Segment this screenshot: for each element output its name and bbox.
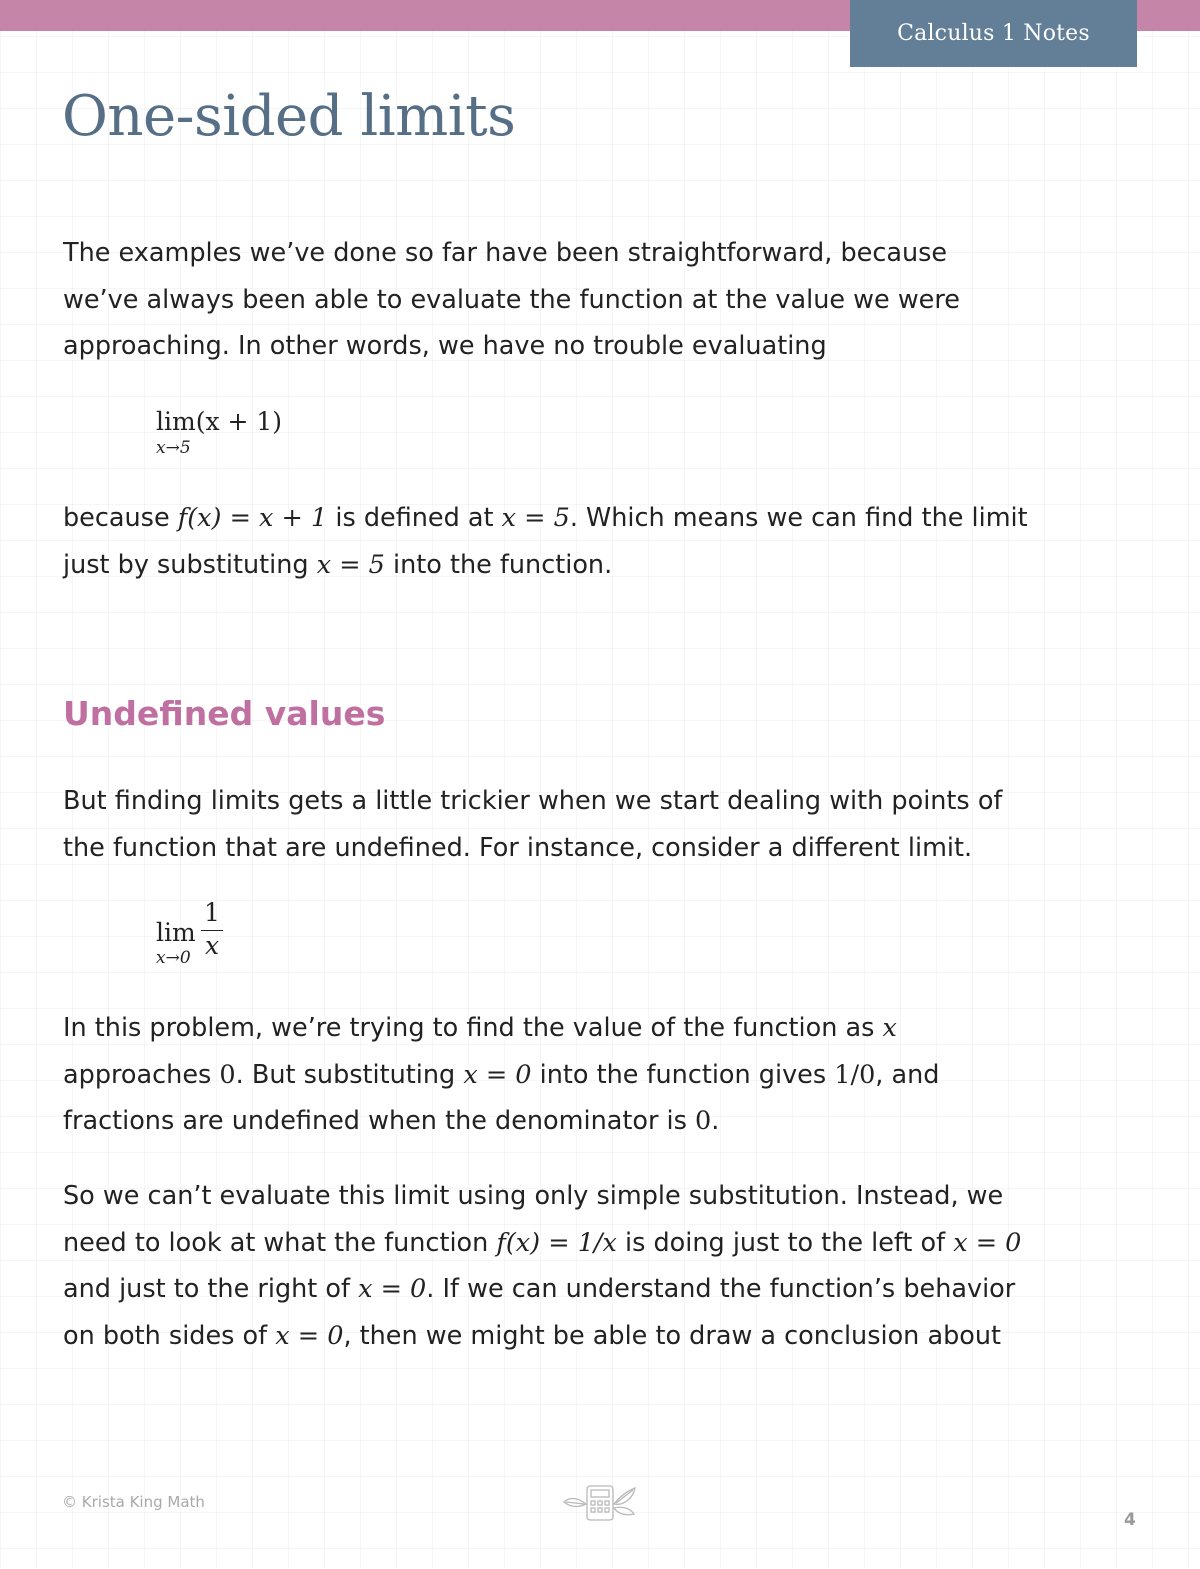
text-run: into the function gives <box>531 1059 835 1090</box>
math-inline: x = 0 <box>275 1321 344 1352</box>
limit-2-subscript: x→0 <box>156 948 191 968</box>
text-run: In this problem, we’re trying to find the value of the function as <box>63 1013 883 1043</box>
notes-header-label: Calculus 1 Notes <box>897 21 1090 46</box>
copyright-text: © Krista King Math <box>62 1493 205 1511</box>
text-run: , and <box>875 1059 940 1090</box>
fraction-denominator: x <box>204 931 220 960</box>
text-run: is doing just to the left of <box>616 1227 954 1258</box>
math-inline: x = 0 <box>358 1274 427 1305</box>
page-number: 4 <box>1124 1510 1136 1530</box>
math-inline: f(x) = x + 1 <box>177 503 328 533</box>
fraction <box>201 900 223 959</box>
text-run: So we can’t evaluate this limit using only simple substitution. Instead, we <box>63 1181 1004 1211</box>
intro-paragraph <box>63 230 1143 370</box>
math-inline: x = 0 <box>463 1059 532 1090</box>
text-run: just by substituting <box>63 549 317 580</box>
notes-header-tab <box>850 0 1137 67</box>
problem-paragraph <box>63 1005 1143 1145</box>
one-sided-paragraph <box>63 1173 1163 1360</box>
section-heading: Undefined values <box>63 694 386 733</box>
limit-2-word: lim <box>156 918 196 947</box>
text-run: the function that are undefined. For instance, consider a different limit. <box>63 832 973 863</box>
math-inline: x = 5 <box>501 503 570 533</box>
text-run: . <box>711 1106 720 1137</box>
text-run: and just to the right of <box>63 1274 359 1305</box>
text-run: need to look at what the function <box>63 1227 497 1258</box>
text-run: fractions are undefined when the denominator is <box>63 1106 696 1137</box>
text-run: approaches <box>63 1059 220 1090</box>
math-inline: x <box>882 1013 897 1043</box>
limit-expression-2 <box>156 898 220 968</box>
math-inline: x = 5 <box>316 549 385 580</box>
text-run: . But substituting <box>235 1059 464 1090</box>
fraction-numerator: 1 <box>204 898 220 927</box>
intro-line-1: The examples we’ve done so far have been straightforward, because <box>63 238 948 268</box>
limit-1-subscript: x→5 <box>156 438 191 458</box>
text-run: on both sides of <box>63 1321 276 1352</box>
calculator-leaves-icon <box>562 1480 638 1528</box>
math-inline: 0 <box>695 1106 712 1137</box>
limit-1-expression: lim(x + 1) <box>156 407 283 436</box>
math-inline: x = 0 <box>953 1227 1022 1258</box>
math-inline: 1/0 <box>834 1059 876 1090</box>
text-run: is defined at <box>327 503 502 533</box>
math-inline: f(x) = 1/x <box>496 1227 617 1258</box>
substitution-paragraph <box>63 495 1143 588</box>
page-title: One-sided limits <box>62 84 516 149</box>
text-run: . If we can understand the function’s behavior <box>426 1274 1016 1305</box>
text-run: because <box>63 503 178 533</box>
limit-expression-1 <box>156 407 283 458</box>
text-run: into the function. <box>384 549 613 580</box>
text-run: , then we might be able to draw a conclusion about <box>343 1321 1002 1352</box>
intro-line-3: approaching. In other words, we have no trouble evaluating <box>63 331 827 362</box>
intro-line-2: we’ve always been able to evaluate the function at the value we were <box>63 284 960 315</box>
text-run: . Which means we can find the limit <box>569 503 1028 533</box>
math-inline: 0 <box>219 1059 236 1090</box>
text-run: But finding limits gets a little trickier when we start dealing with points of <box>63 786 1003 816</box>
undefined-intro-paragraph <box>63 778 1143 871</box>
